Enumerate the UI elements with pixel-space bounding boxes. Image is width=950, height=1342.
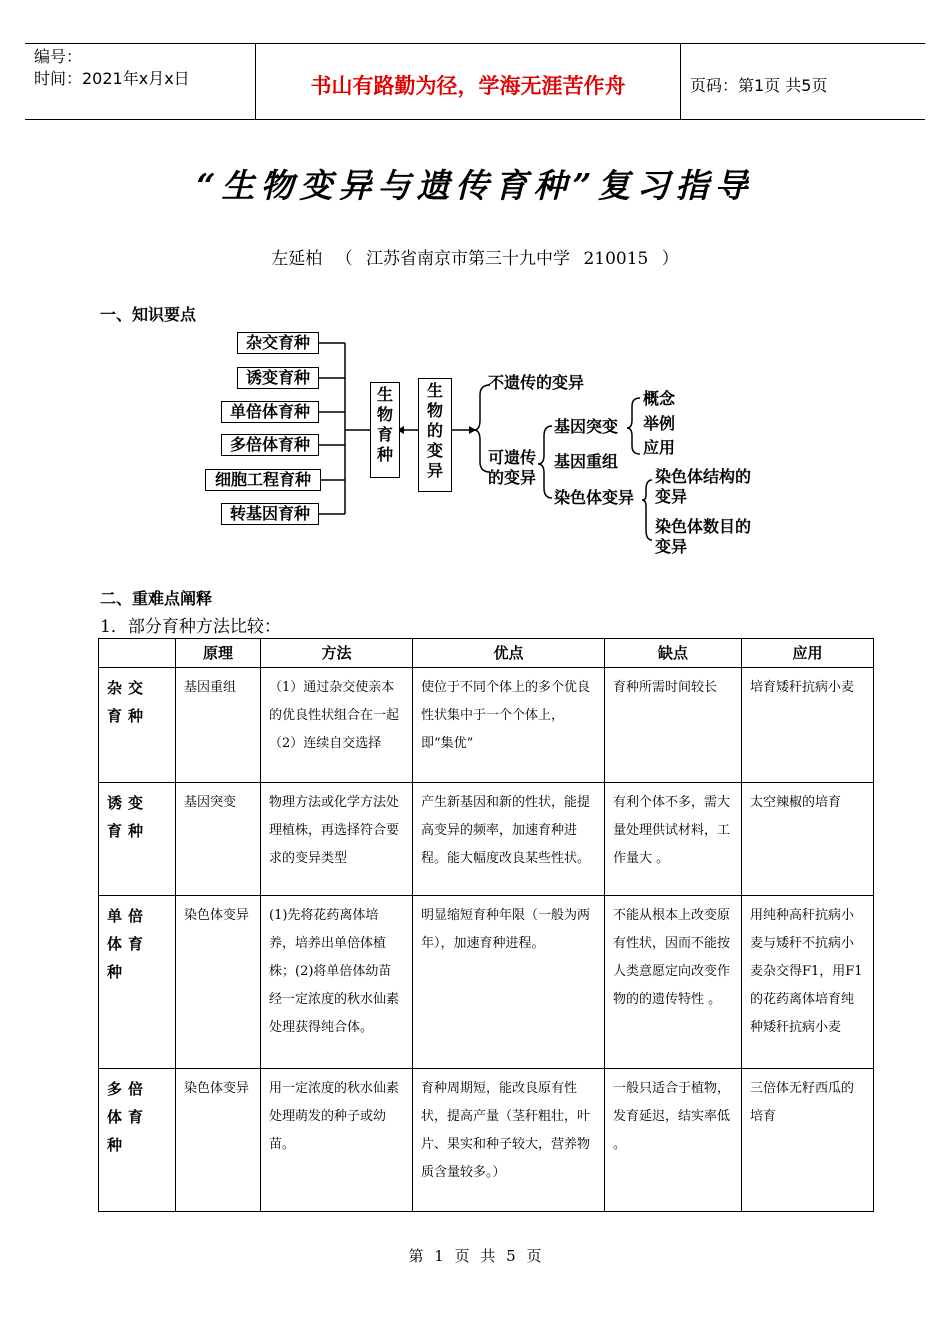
table-cell: 太空辣椒的培育 (742, 783, 874, 896)
table-cell: 三倍体无籽西瓜的培育 (742, 1069, 874, 1212)
center-box-variation: 生物的变异 (418, 378, 452, 492)
column-header: 方法 (261, 639, 413, 668)
table-cell: 培育矮秆抗病小麦 (742, 668, 874, 783)
number-label: 编号： (34, 47, 83, 66)
mutation-item: 概念 (643, 389, 676, 408)
breeding-method-box: 细胞工程育种 (205, 469, 321, 491)
header-page-info: 页码：第1页 共5页 (690, 76, 828, 95)
table-cell: 一般只适合于植物，发育延迟，结实率低 。 (605, 1069, 742, 1212)
table-cell: 产生新基因和新的性状，能提高变异的频率，加速育种进程。能大幅度改良某些性状。 (413, 783, 605, 896)
table-cell: (1)先将花药离体培养，培养出单倍体植株；(2)将单倍体幼苗经一定浓度的秋水仙素处理获得纯合体。 (261, 896, 413, 1069)
table-cell: 育种所需时间较长 (605, 668, 742, 783)
variation-type: 基因突变 (554, 417, 619, 436)
breeding-method-box: 多倍体育种 (221, 434, 319, 456)
breeding-comparison-table (98, 638, 874, 1212)
column-header (99, 639, 176, 668)
table-cell: 有利个体不多，需大量处理供试材料，工作量大 。 (605, 783, 742, 896)
mutation-item: 应用 (643, 438, 676, 457)
subsection-heading: 1．部分育种方法比较： (100, 617, 281, 637)
column-header: 应用 (742, 639, 874, 668)
table-cell: 物理方法或化学方法处理植株，再选择符合要求的变异类型 (261, 783, 413, 896)
mutation-item: 举例 (643, 414, 676, 433)
header-motto: 书山有路勤为径，学海无涯苦作舟 (310, 74, 626, 98)
table-row (99, 896, 874, 1069)
table-row (99, 1069, 874, 1212)
table-row (99, 668, 874, 783)
table-cell: 基因突变 (176, 783, 261, 896)
table-cell: 使位于不同个体上的多个优良性状集中于一个个体上，即“集优” (413, 668, 605, 783)
mindmap-connectors (0, 0, 950, 600)
chromosome-item: 染色体结构的变异 (655, 467, 752, 506)
heritable-label: 可遗传的变异 (488, 448, 537, 487)
column-header: 缺点 (605, 639, 742, 668)
row-header: 诱变育种 (99, 783, 176, 896)
page-footer: 第 1 页 共 5 页 (408, 1247, 542, 1265)
table-cell: 用纯种高秆抗病小麦与矮秆不抗病小麦杂交得F1，用F1的花药离体培育纯种矮秆抗病小麦 (742, 896, 874, 1069)
table-cell: （1）通过杂交使亲本的优良性状组合在一起 （2）连续自交选择 (261, 668, 413, 783)
non-heritable-label: 不遗传的变异 (488, 373, 585, 392)
section-heading: 一、知识要点 (100, 305, 197, 324)
breeding-method-box: 诱变育种 (237, 367, 319, 389)
row-header: 单倍体育种 (99, 896, 176, 1069)
section-heading: 二、重难点阐释 (100, 589, 213, 608)
row-header: 多倍体育种 (99, 1069, 176, 1212)
center-box-breeding: 生物育种 (370, 382, 400, 478)
table-cell: 染色体变异 (176, 896, 261, 1069)
table-cell: 不能从根本上改变原有性状，因而不能按人类意愿定向改变作物的的遗传特性 。 (605, 896, 742, 1069)
breeding-method-box: 杂交育种 (237, 332, 319, 354)
breeding-method-box: 单倍体育种 (221, 401, 319, 423)
breeding-method-box: 转基因育种 (221, 503, 319, 525)
author-line: 左延柏 （ 江苏省南京市第三十九中学 210015 ） (271, 249, 679, 269)
page-title: “生物变异与遗传育种”复习指导 (196, 166, 754, 205)
table-cell: 用一定浓度的秋水仙素处理萌发的种子或幼苗。 (261, 1069, 413, 1212)
chromosome-item: 染色体数目的变异 (655, 517, 752, 556)
variation-type: 染色体变异 (554, 488, 635, 507)
column-header: 原理 (176, 639, 261, 668)
column-header: 优点 (413, 639, 605, 668)
table-header-row (99, 639, 874, 668)
variation-type: 基因重组 (554, 452, 619, 471)
table-cell: 染色体变异 (176, 1069, 261, 1212)
row-header: 杂交育种 (99, 668, 176, 783)
table-cell: 明显缩短育种年限（一般为两年），加速育种进程。 (413, 896, 605, 1069)
table-cell: 基因重组 (176, 668, 261, 783)
table-cell: 育种周期短，能改良原有性状，提高产量（茎秆粗壮，叶片、果实和种子较大，营养物质含量较多。） (413, 1069, 605, 1212)
time-label: 时间：2021年x月x日 (34, 69, 190, 88)
table-row (99, 783, 874, 896)
